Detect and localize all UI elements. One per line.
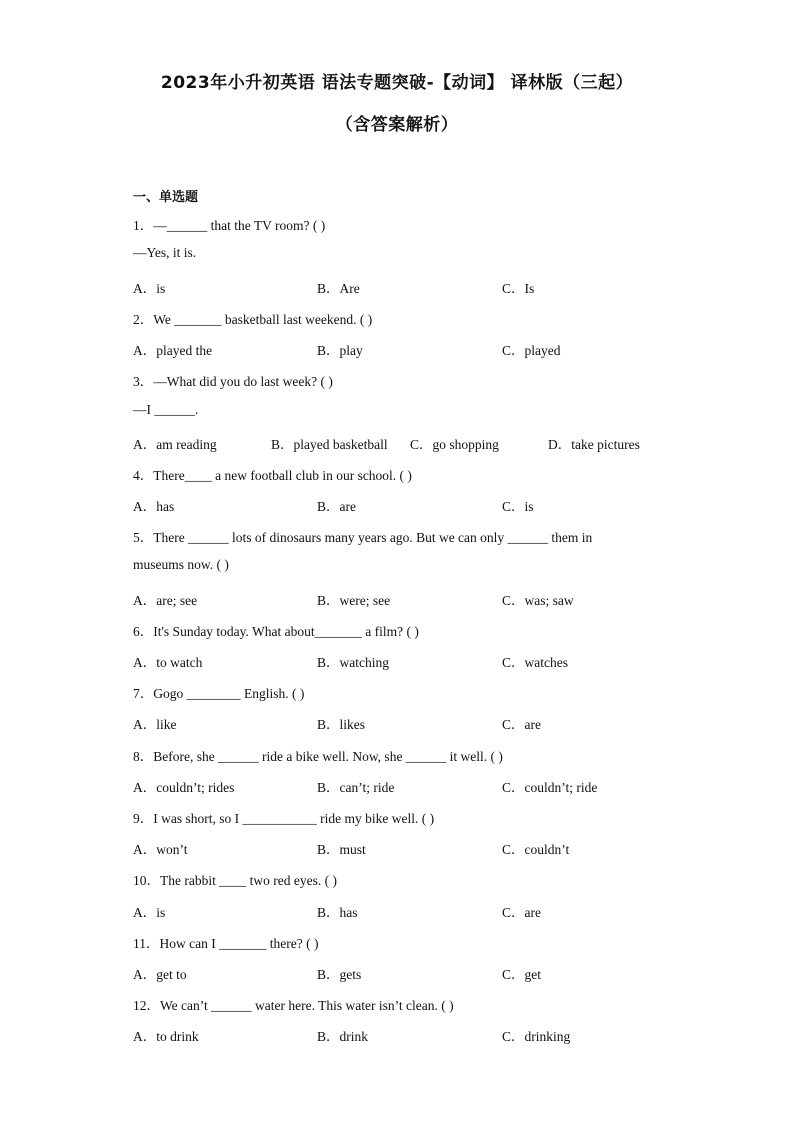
question-2-option-a: A．played the <box>133 343 213 358</box>
document-title: 2023年小升初英语 语法专题突破-【动词】 译林版（三起） <box>160 73 634 93</box>
question-11-stem: 11．How can I _______ there? ( ) <box>133 936 319 951</box>
question-6-option-c: C．watches <box>502 655 568 670</box>
question-2-option-b: B．play <box>317 343 363 358</box>
question-7-stem: 7．Gogo ________ English. ( ) <box>133 686 305 701</box>
question-11-option-b: B．gets <box>317 967 362 982</box>
question-3-option-b: B．played basketball <box>271 437 388 452</box>
question-5-option-c: C．was; saw <box>502 593 574 608</box>
question-10-option-a: A．is <box>133 905 166 920</box>
question-4-option-b: B．are <box>317 499 356 514</box>
question-10-option-c: C．are <box>502 905 541 920</box>
question-8-stem: 8．Before, she ______ ride a bike well. Now, she ______ it well. ( ) <box>133 749 503 764</box>
question-3-option-a: A．am reading <box>133 437 217 452</box>
question-6-option-b: B．watching <box>317 655 389 670</box>
question-8-option-a: A．couldn’t; rides <box>133 780 235 795</box>
question-7-option-a: A．like <box>133 717 177 732</box>
question-4-option-a: A．has <box>133 499 175 514</box>
question-1-option-c: C．Is <box>502 281 535 296</box>
question-12-option-a: A．to drink <box>133 1029 199 1044</box>
question-9-option-c: C．couldn’t <box>502 842 570 857</box>
question-3-stem: 3．—What did you do last week? ( ) <box>133 374 333 389</box>
document-subtitle: （含答案解析） <box>335 115 459 135</box>
question-12-option-b: B．drink <box>317 1029 369 1044</box>
question-8-option-c: C．couldn’t; ride <box>502 780 598 795</box>
question-4-option-c: C．is <box>502 499 534 514</box>
question-1-option-b: B．Are <box>317 281 360 296</box>
question-9-option-a: A．won’t <box>133 842 188 857</box>
question-6-stem: 6．It's Sunday today. What about_______ a film? ( ) <box>133 624 419 639</box>
question-7-option-c: C．are <box>502 717 541 732</box>
question-5-stem: museums now. ( ) <box>133 557 229 572</box>
question-1-option-a: A．is <box>133 281 166 296</box>
section-heading: 一、单选题 <box>133 190 199 205</box>
question-1-stem: —Yes, it is. <box>133 245 197 260</box>
question-11-option-a: A．get to <box>133 967 187 982</box>
question-3-stem: —I ______. <box>133 402 199 417</box>
question-10-stem: 10．The rabbit ____ two red eyes. ( ) <box>133 873 337 888</box>
question-7-option-b: B．likes <box>317 717 366 732</box>
question-3-option-c: C．go shopping <box>410 437 499 452</box>
question-12-option-c: C．drinking <box>502 1029 571 1044</box>
question-5-option-a: A．are; see <box>133 593 198 608</box>
question-9-option-b: B．must <box>317 842 366 857</box>
question-4-stem: 4．There____ a new football club in our school. ( ) <box>133 468 412 483</box>
question-5-option-b: B．were; see <box>317 593 391 608</box>
question-10-option-b: B．has <box>317 905 358 920</box>
question-2-stem: 2．We _______ basketball last weekend. ( ) <box>133 312 373 327</box>
question-12-stem: 12．We can’t ______ water here. This water isn’t clean. ( ) <box>133 998 454 1013</box>
question-6-option-a: A．to watch <box>133 655 203 670</box>
question-3-option-d: D．take pictures <box>548 437 640 452</box>
question-8-option-b: B．can’t; ride <box>317 780 395 795</box>
question-2-option-c: C．played <box>502 343 561 358</box>
question-9-stem: 9．I was short, so I ___________ ride my bike well. ( ) <box>133 811 435 826</box>
question-5-stem: 5．There ______ lots of dinosaurs many years ago. But we can only ______ them in <box>133 530 593 545</box>
question-1-stem: 1．—______ that the TV room? ( ) <box>133 218 326 233</box>
question-11-option-c: C．get <box>502 967 541 982</box>
